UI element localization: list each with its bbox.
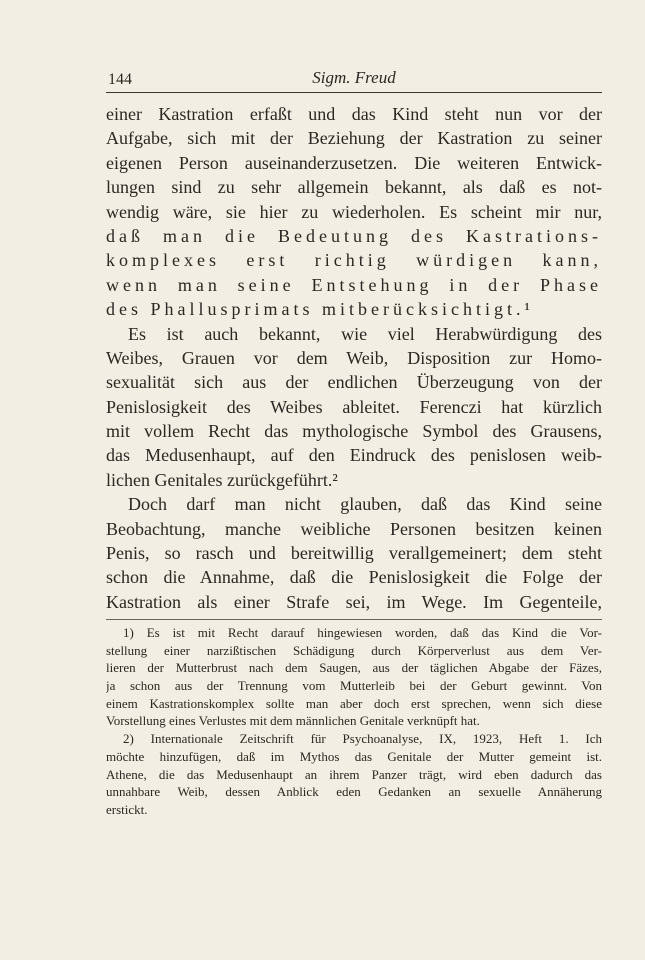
text-line: wendig wäre, sie hier zu wiederholen. Es scheint mir nur,	[106, 201, 602, 222]
footnote-line: ja schon aus der Trennung vom Mutterleib bei der Geburt gewinnt. Von	[106, 678, 602, 694]
text-line: eigenen Person auseinanderzusetzen. Die weiteren Entwick-	[106, 152, 602, 173]
text-line: Penislosigkeit des Weibes ableitet. Ferenczi hat kürzlich	[106, 396, 602, 417]
running-title: Sigm. Freud	[312, 68, 396, 87]
footnote-line: Vorstellung eines Verlustes mit dem männlichen Genitale verknüpft hat.	[106, 713, 480, 729]
text-line: Beobachtung, manche weibliche Personen besitzen keinen	[106, 518, 602, 539]
footnote-divider	[106, 619, 602, 620]
footnote-line: 2) Internationale Zeitschrift für Psychoanalyse, IX, 1923, Heft 1. Ich	[123, 731, 602, 747]
text-line: mit vollem Recht das mythologische Symbol des Grausens,	[106, 421, 602, 442]
footnotes	[106, 624, 602, 819]
main-text	[106, 102, 602, 614]
page-number: 144	[108, 71, 132, 88]
text-line: Doch darf man nicht glauben, daß das Kind seine	[128, 494, 602, 515]
text-line: Aufgabe, sich mit der Beziehung der Kastration zu seiner	[106, 128, 602, 149]
running-header	[106, 68, 602, 93]
footnote-line: 1) Es ist mit Recht darauf hingewiesen worden, daß das Kind die Vor-	[123, 625, 602, 640]
text-line: Penis, so rasch und bereitwillig verallgemeinert; dem steht	[106, 543, 602, 564]
footnote-line: unnahbare Weib, dessen Anblick eden Gedanken an sexuelle Annäherung	[106, 784, 602, 800]
text-line: daß man die Bedeutung des Kastrations-	[106, 225, 602, 246]
text-line: Weibes, Grauen vor dem Weib, Disposition zur Homo-	[106, 347, 602, 368]
footnote-line: einem Kastrationskomplex sollte man aber doch erst sprechen, wenn sich diese	[106, 695, 602, 711]
text-line: das Medusenhaupt, auf den Eindruck des penislosen weib-	[106, 445, 602, 466]
footnote-line: möchte hinzufügen, daß im Mythos das Genitale der Mutter gemeint ist.	[106, 748, 602, 764]
footnote-line: erstickt.	[106, 801, 148, 817]
text-line: schon die Annahme, daß die Penislosigkeit die Folge der	[106, 567, 602, 588]
text-line: Kastration als einer Strafe sei, im Wege. Im Gegenteile,	[106, 591, 602, 612]
text-line: des Phallusprimats mitberücksichtigt.¹	[106, 299, 534, 320]
text-line: wenn man seine Entstehung in der Phase	[106, 274, 602, 295]
footnote-line: stellung einer narzißtischen Schädigung durch Körperverlust aus dem Ver-	[106, 642, 602, 658]
text-line: lichen Genitales zurückgeführt.²	[106, 469, 338, 490]
text-line: einer Kastration erfaßt und das Kind steht nun vor der	[106, 104, 602, 124]
text-line: lungen sind zu sehr allgemein bekannt, als daß es not-	[106, 177, 602, 198]
footnote-line: lieren der Mutterbrust nach dem Saugen, aus der täglichen Abgabe der Fäzes,	[106, 660, 602, 676]
footnote-line: Athene, die das Medusenhaupt an ihrem Panzer trägt, wird eben dadurch das	[106, 766, 602, 782]
text-line: sexualität sich aus der endlichen Überzeugung von der	[106, 372, 602, 393]
text-line: Es ist auch bekannt, wie viel Herabwürdigung des	[128, 323, 602, 344]
text-line: komplexes erst richtig würdigen kann,	[106, 250, 602, 271]
